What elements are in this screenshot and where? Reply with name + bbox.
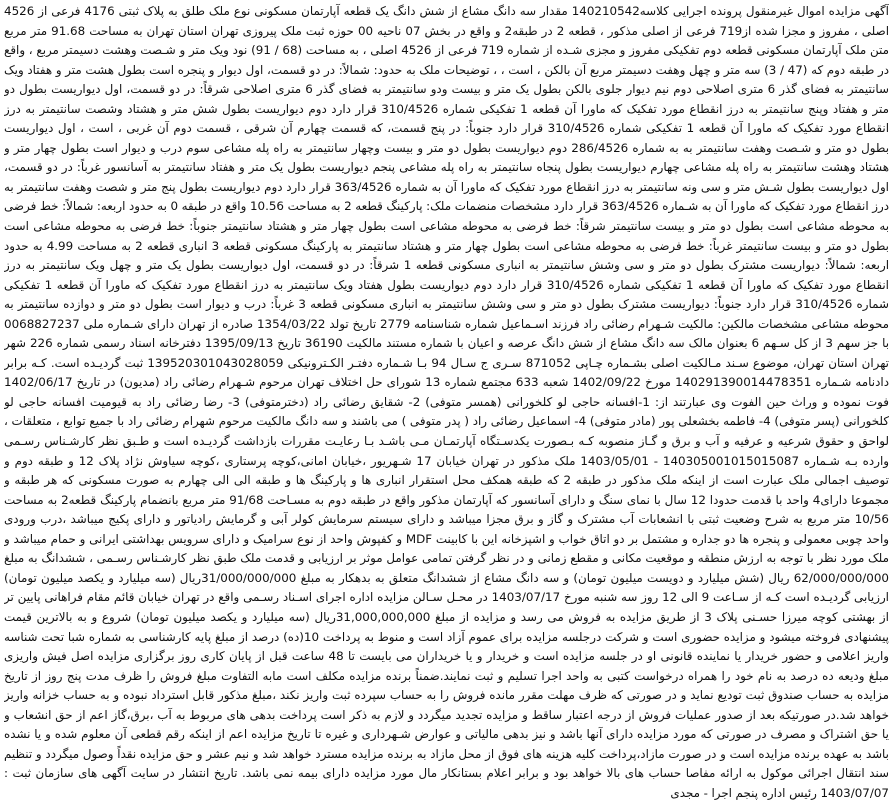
auction-notice — [4, 2, 889, 807]
notice-body-text: آگهی مزایده اموال غیرمنقول پرونده اجرایی کلاسه140210542 مقدار سه دانگ مشاع از شش دانگ یک قطعه آپارتمان مسکونی نوع ملک طلق به پلاک ثبتی 4176 فرعی از 4526 اصلی ، مفروز و مجزا شده از719 فرعی از اصلی مذکور ، قطعه 2 در طبقه2 و واقع در بخش 07 ناحیه 00 حوزه ثبت ملک پیروزی تهران استان تهران به مساحت 91.68 متر مربع متن ملک آپارتمان مسکونی قطعه دوم تفکیکی مفروز و مجزی شـده از شماره 719 فرعی از 4526 اصلی ، به مساحت (68 / 91) نود ویک متر و شـصت وهشت دسیمتر مربع ، واقع در طبقه دوم که (47 / 3) سه متر و چهل وهفت دسیمتر مربع آن بالکن ، است ، ، توضیحات ملک به حدود: شمالاً: در دو قسمت، اول دیوار و پنجره است بطول هشت متر و هفتاد ویک سانتیمتر به فضای گذر 6 متری اصلاحی دوم نیم دیوار جلوی بالکن بطول یک متر و بیست ودو سانتیمتر به فضای گذر 6 متری اصلاحی شرقاً: در دو قسمت، اول دیواریست بطول دو متر و هفتاد وپنج سانتیمتر به درز انقطاع مورد تفکیک که ماورا آن قطعه 1 تفکیکی شماره 310/4526 قرار دارد دوم دیواریست بطول شش متر و هشتاد وشصت سانتیمتر به درز انقطاع مورد تفکیک که ماورا آن قطعه 1 تفکیکی شماره 310/4526 قرار دارد جنوباً: در پنج قسمت، که قسمت چهارم آن شرقی ، قسمت دوم آن غربی ، است ، اول دیواریست بطول دو متر و شـصت وهفت سانتیمتر به به شماره 286/4526 دوم دیواریست بطول دو متر و بیست وچهار سانتیمتر به راه پله مشاعی سوم درب و دیوار است بطول چهار متر و هشتاد وهشت سانتیمتر به راه پله مشاعی چهارم دیواریست بطول پنجاه سانتیمتر به راه پله مشاعی پنجم دیواریست بطول یک متر و هفتاد سانتیمتر به آسانسور غرباً: در دو قسمت، اول دیواریست بطول شـش متر و سی ونه سانتیمتر به درز انقطاع مورد تفکیک که ماورا آن به شماره 363/4526 قرار دارد دوم دیواریست بطول پنج متر و شصت وهفت سانتیمتر به درز انقطاع مورد تفکیک که ماورا آن به شـماره 363/4526 قرار دارد مشخصات منضمات ملک: پارکینگ قطعه 2 به مساحت 10.56 واقع در طبقه 0 به حدود اربعه: شمالاً: خط فرضی به محوطه مشاعی است بطول دو متر و بیست سانتیمتر شرقاً: خط فرضی به محوطه مشاعی است بطول چهار متر و هشتاد سانتیمتر جنوباً: خط فرضی به محوطه مشاعی است بطول دو متر و بیست سانتیمتر غرباً: خط فرضی به محوطه مشاعی است بطول چهار متر و هشتاد سانتیمتر به پارکینگ مسکونی قطعه 3 انباری قطعه 2 به مساحت 4.99 به حدود اربعه: شمالاً: دیواریست مشترک بطول دو متر و سی وشش سانتیمتر به انباری مسکونی قطعه 1 شرقاً: در دو قسمت، اول دیواریست بطول یک متر و چهل ویک سانتیمتر به درز انقطاع مورد تفکیک که ماورا آن قطعه 1 تفکیکی شماره 310/4526 قرار دارد دوم دیواریست بطول هفتاد ویک سانتیمتر به درز انقطاع مورد تفکیک که ماورا آن قطعه 1 تفکیکی شماره 310/4526 قرار دارد جنوباً: دیواریست مشترک بطول دو متر و سی وشش سانتیمتر به انباری مسکونی قطعه 3 غرباً: درب و دیوار است بطول دو متر و دوازده سانتیمتر به محوطه مشاعی مشخصات مالکین: مالکیت شـهرام رضائی راد فرزند اسـماعیل شماره شناسنامه 2779 تاریخ تولد 1354/03/22 صادره از تهران دارای شـماره ملی 0068827237 با جز سهم 3 از کل سـهم 6 بعنوان مالک سه دانگ مشاع از شش دانگ عرصه و اعیان با شماره مستند مالکیت 36190 تاریخ 1395/09/13 دفترخانه اسناد رسمی شماره 226 شهر تهران استان تهران، موضوع سـند مـالکیت اصلی بشـماره چـاپی 871052 سـری ج سـال 94 بـا شـماره دفتـر الکـترونیکی 139520301043028059 ثبت گردیـده است. کـه برابر دادنامه شـماره 140291390014478351 مورخ 1402/09/22 شعبه 633 مجتمع شماره 13 شورای حل اختلاف تهران مرحوم شـهرام رضائی راد (مدیون) در تاریخ 1402/06/17 فوت نموده و وراث حین الفوت وی عبارتند از: 1-افسانه حاجی لو کلخورانی (همسر متوفی) 2- شقایق رضائی راد (دخترمتوفی) 3- رضا رضائی راد به قیومیت افسانه حاجی لو کلخورانی (پسر متوفی) 4- فاطمه بخشعلی پور (مادر متوفی) 4- اسماعیل رضائی راد ( پدر متوفی ) می باشند و سه دانگ مالکیت مرحوم شهرام رضائی راد با جمیع توابع ، متعلقات ، لواحق و حقوق شرعیه و عرفیه و آب و برق و گـاز منصوبه کـه بـصورت یکدسـتگاه آپارتمـان مـی باشـد بـا رعایـت مقررات بازداشت گردیـده است و طـبق نظر کارشـناس رسـمی وارده بـه شـماره 140305001015015087 - 1403/05/01 ملک مذکور در تهران خیابان 17 شـهریور ،خیابان امانی،کوچه پرستاری ،کوچه سیاوش نژاد پلاک 12 و طبقه دوم و توصیف اجمالی ملک عبارت است از اینکه ملک مذکور در طبقه 2 که طبقه همکف محل استقرار انباری ها و پارکینگ ها و طبقه الی الی چهارم به صورت مسکونی که هر طبقه و مجموعا دارای4 واحد با قدمت حدودا 12 سال با نمای سنگ و دارای آسانسور که آپارتمان مذکور واقع در طبقه دوم به مسـاحت 91/68 متر مربع بانضمام پارکینگ قطعه2 به مساحت 10/56 متر مربع به شرح وضعیت ثبتی با انشعابات آب مشترک و گاز و برق مجزا میباشد و دارای سیستم سرمایش کولر آبی و گرمایش رادیاتور و دارای پکیج میباشد ،درب ورودی واحد چوبی معمولی و پنجره ها دو جداره و مشتمل بر دو اتاق خواب و اشپزخانه این با کابینت MDF و کفپوش واحد از نوع سرامیک و دارای سرویس بهداشتی ایرانی و حمام میباشد و ملک مورد نظر با توجه به ارزش منطقه و موقعیت مکانی و مقطع زمانی و در نظر گرفتن تمامی عوامل موثر بر ارزیابی و قدمت ملک طبق نظر کارشـناس رسـمی ، ششدانگ به مبلغ 62/000/000/000 ریال (شش میلیارد و دویست میلیون تومان) و سه دانگ مشاع از ششدانگ متعلق به بدهکار به مبلغ 31/000/000/000ریال (سه میلیارد و یکصد میلیون تومان) ارزیابی گردیـده است کـه از سـاعت 9 الی 12 روز سه شنبه مورخ 1403/07/17 در محـل سـالن مزایده اداره اجرای اسـناد رسـمی واقع در تهران خیابان قائم مقام فراهانی پایین تر از بهشتی کوچه میرزا حسـنی پلاک 3 از طریق مزایده به فروش می رسد و مزایده از مبلغ 31,000,000,000ریال (سه میلیارد و یکصد میلیون تومان) شروع و به بالاترین قیمت پیشنهادی فروخته میشود و مزایده حضوری است و شرکت درجلسه مزایده برای عموم آزاد است و منوط به پرداخت 10(ده) درصد از مبلغ پایه کارشناسی به شماره شبا تحت شناسه واریز اعلامی و حضور خریدار یا نماینده قانونی او در جلسه مزایده است و خریدار و یا خریداران می بایست تا 48 ساعت قبل از پایان کاری روز برگزاری مزایده اصل فیش واریزی مبلغ ودیعه ده درصد به نام خود را همراه درخواست کتبی به واحد اجرا تسلیم و ثبت نمایند.ضمناً برنده مزایده مکلف است مابه التفاوت مبلغ فروش را ظرف مدت پنج روز از تاریخ مزایده به حساب صندوق ثبت تودیع نماید و در صورتی که ظرف مهلت مقرر مانده فروش را به حساب سپرده ثبت واریز نکند ،مبلغ مذکور قابل استرداد نبوده و به حساب خزانه واریز خواهد شد.در صورتیکه بعد از صدور عملیات فروش از درجه اعتبار ساقط و مزایده تجدید میگردد و لازم به ذکر است پرداخت بدهی های مربوط به آب ،برق،گاز اعم از حق انشعاب و یا حق اشتراک و مصرف در صورتی که مورد مزایده دارای آنها باشد و نیز بدهی مالیاتی و عوارض شـهرداری و غیره تا تاریخ مزایده اعم از اینکه رقم قطعی آن معلوم شده و یا نشده باشد به عهده برنده مزایده است و در صورت مازاد،پرداخت کلیه هزینه های فوق از محل مازاد به برنده مزایده مسترد خواهد شد و نیم عشر و حق مزایده نقداً وصول میگردد و تنظیم سند انتقال اجرائی موکول به ارائه مفاصا حساب های بالا خواهد بود و برابر اعلام بستانکار مال مورد مزایده دارای بیمه نمی باشد. تاریخ انتشار در سایت آگهی های سازمان ثبت : 1403/07/07 رئیس اداره پنجم اجرا - مجدی — [4, 4, 889, 800]
